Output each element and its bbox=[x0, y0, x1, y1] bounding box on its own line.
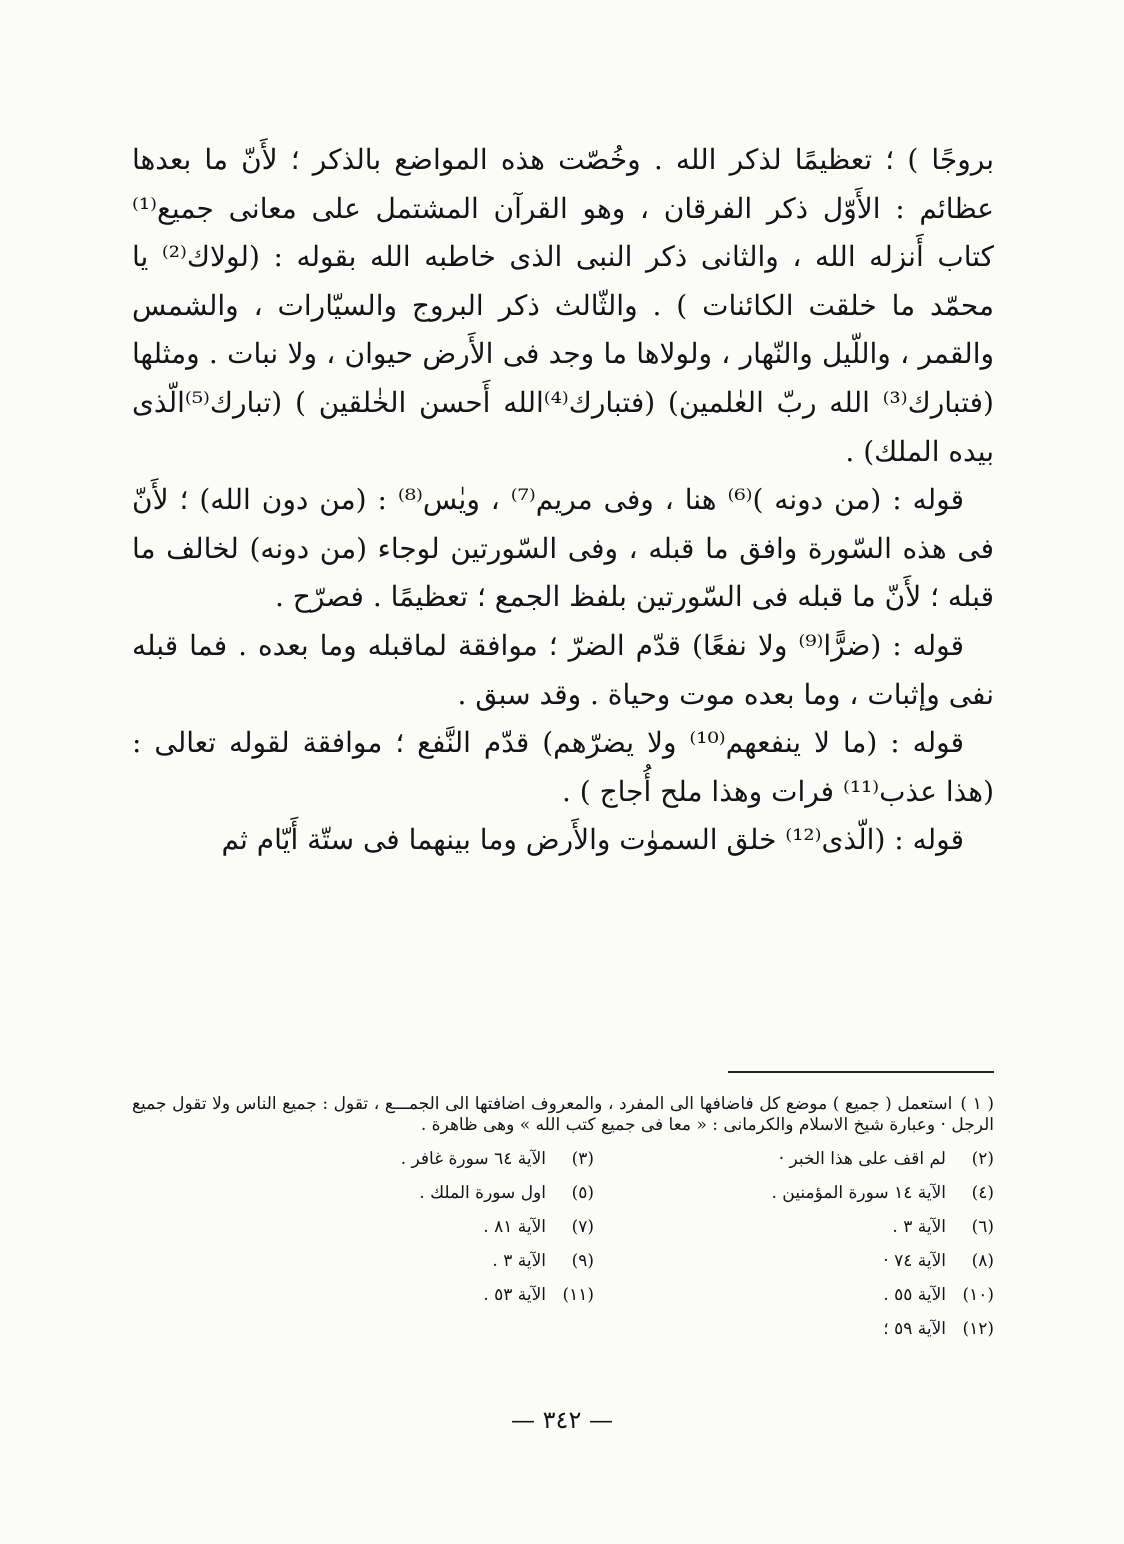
footnote-number: ( ١ ) bbox=[960, 1094, 994, 1114]
footnote-text: لم اقف على هذا الخبر · bbox=[778, 1149, 946, 1169]
footnote-text: اول سورة الملك . bbox=[419, 1183, 546, 1203]
footnote-item bbox=[594, 1142, 994, 1176]
footnotes bbox=[132, 1094, 994, 1346]
footnote-number: (٥) bbox=[571, 1183, 594, 1203]
footnote-divider bbox=[728, 1071, 994, 1073]
main-text bbox=[132, 136, 994, 865]
footnote-item bbox=[294, 1176, 594, 1210]
footnote-1 bbox=[132, 1094, 994, 1136]
paragraph: قوله : (من دونه )⁽⁶⁾ هنا ، وفى مريم⁽⁷⁾ ، ويٰس⁽⁸⁾ : (من دون الله) ؛ لأَنّ فى هذه السّورة وافق ما قبله ، وفى السّورتين لوجاء (من دونه) لخالف ما قبله ؛ لأَنّ ما قبله فى السّورتين بلفظ الجمع ؛ تعظيمًا . فصرّح . bbox=[132, 483, 994, 614]
footnote-text: الآية ٥٥ . bbox=[883, 1285, 946, 1305]
footnote-text: الآية ٨١ . bbox=[483, 1217, 546, 1237]
footnote-item bbox=[594, 1176, 994, 1210]
footnote-number: (٢) bbox=[971, 1149, 994, 1169]
footnote-number: (٩) bbox=[571, 1251, 594, 1271]
footnote-number: (٧) bbox=[571, 1217, 594, 1237]
page-number: — ٣٤٢ — bbox=[511, 1406, 613, 1434]
footnote-text: استعمل ( جميع ) موضع كل فاضافها الى المفرد ، والمعروف اضافتها الى الجمـــع ، تقول : جميع الناس ولا تقول جميع الرجل · وعبارة شيخ الاسلام والكرمانى : « معا فى جميع كتب الله » وهى ظاهرة . bbox=[132, 1094, 994, 1135]
paragraph: قوله : (الّذى⁽¹²⁾ خلق السموٰت والأَرض وما بينهما فى ستّة أَيّام ثم bbox=[221, 823, 964, 857]
footnote-item bbox=[294, 1278, 594, 1312]
footnote-item bbox=[294, 1244, 594, 1278]
footnote-item bbox=[594, 1244, 994, 1278]
footnote-number: (٣) bbox=[571, 1149, 594, 1169]
footnote-text: الآية ٥٩ ؛ bbox=[883, 1319, 946, 1339]
footnote-text: الآية ١٤ سورة المؤمنين . bbox=[771, 1183, 946, 1203]
footnote-number: (٦) bbox=[971, 1217, 994, 1237]
footnote-list bbox=[132, 1142, 994, 1346]
footnote-item bbox=[594, 1278, 994, 1312]
footnote-item bbox=[294, 1210, 594, 1244]
footnote-number: (١٠) bbox=[962, 1285, 994, 1305]
paragraph: قوله : (ضرًّا⁽⁹⁾ ولا نفعًا) قدّم الضرّ ؛ موافقة لماقبله وما بعده . فما قبله نفى وإثبات ، وما بعده موت وحياة . وقد سبق . bbox=[132, 628, 994, 711]
footnote-item bbox=[594, 1312, 994, 1346]
footnote-text: الآية ٣ . bbox=[492, 1251, 546, 1271]
footnote-text: الآية ٦٤ سورة غافر . bbox=[400, 1149, 546, 1169]
footnote-number: (١٢) bbox=[962, 1319, 994, 1339]
footnote-text: الآية ٧٤ · bbox=[883, 1251, 946, 1271]
footnote-text: الآية ٣ . bbox=[892, 1217, 946, 1237]
footnote-item bbox=[594, 1210, 994, 1244]
footnote-number: (٨) bbox=[971, 1251, 994, 1271]
footnote-number: (٤) bbox=[971, 1183, 994, 1203]
footnote-text: الآية ٥٣ . bbox=[483, 1285, 546, 1305]
paragraph: بروجًا ) ؛ تعظيمًا لذكر الله . وخُصّت هذه المواضع بالذكر ؛ لأَنّ ما بعدها عظائم : الأَوّل ذكر الفرقان ، وهو القرآن المشتمل على معانى جميع⁽¹⁾ كتاب أَنزله الله ، والثانى ذكر النبى الذى خاطبه الله بقوله : (لولاك⁽²⁾ يا محمّد ما خلقت الكائنات ) . والثّالث ذكر البروج والسيّارات ، والشمس والقمر ، واللّيل والنّهار ، ولولاها ما وجد فى الأَرض حيوان ، ولا نبات . ومثلها (فتبارك⁽³⁾ الله ربّ العٰلمين) (فتبارك⁽⁴⁾الله أَحسن الخٰلقين ) (تبارك⁽⁵⁾الّذى بيده الملك) . bbox=[132, 143, 995, 468]
footnote-item bbox=[294, 1142, 594, 1176]
paragraph: قوله : (ما لا ينفعهم⁽¹⁰⁾ ولا يضرّهم) قدّم النَّفع ؛ موافقة لقوله تعالى : (هذا عذب⁽¹¹⁾ فرات وهذا ملح أُجاج ) . bbox=[132, 726, 994, 808]
footnote-number: (١١) bbox=[562, 1285, 594, 1305]
